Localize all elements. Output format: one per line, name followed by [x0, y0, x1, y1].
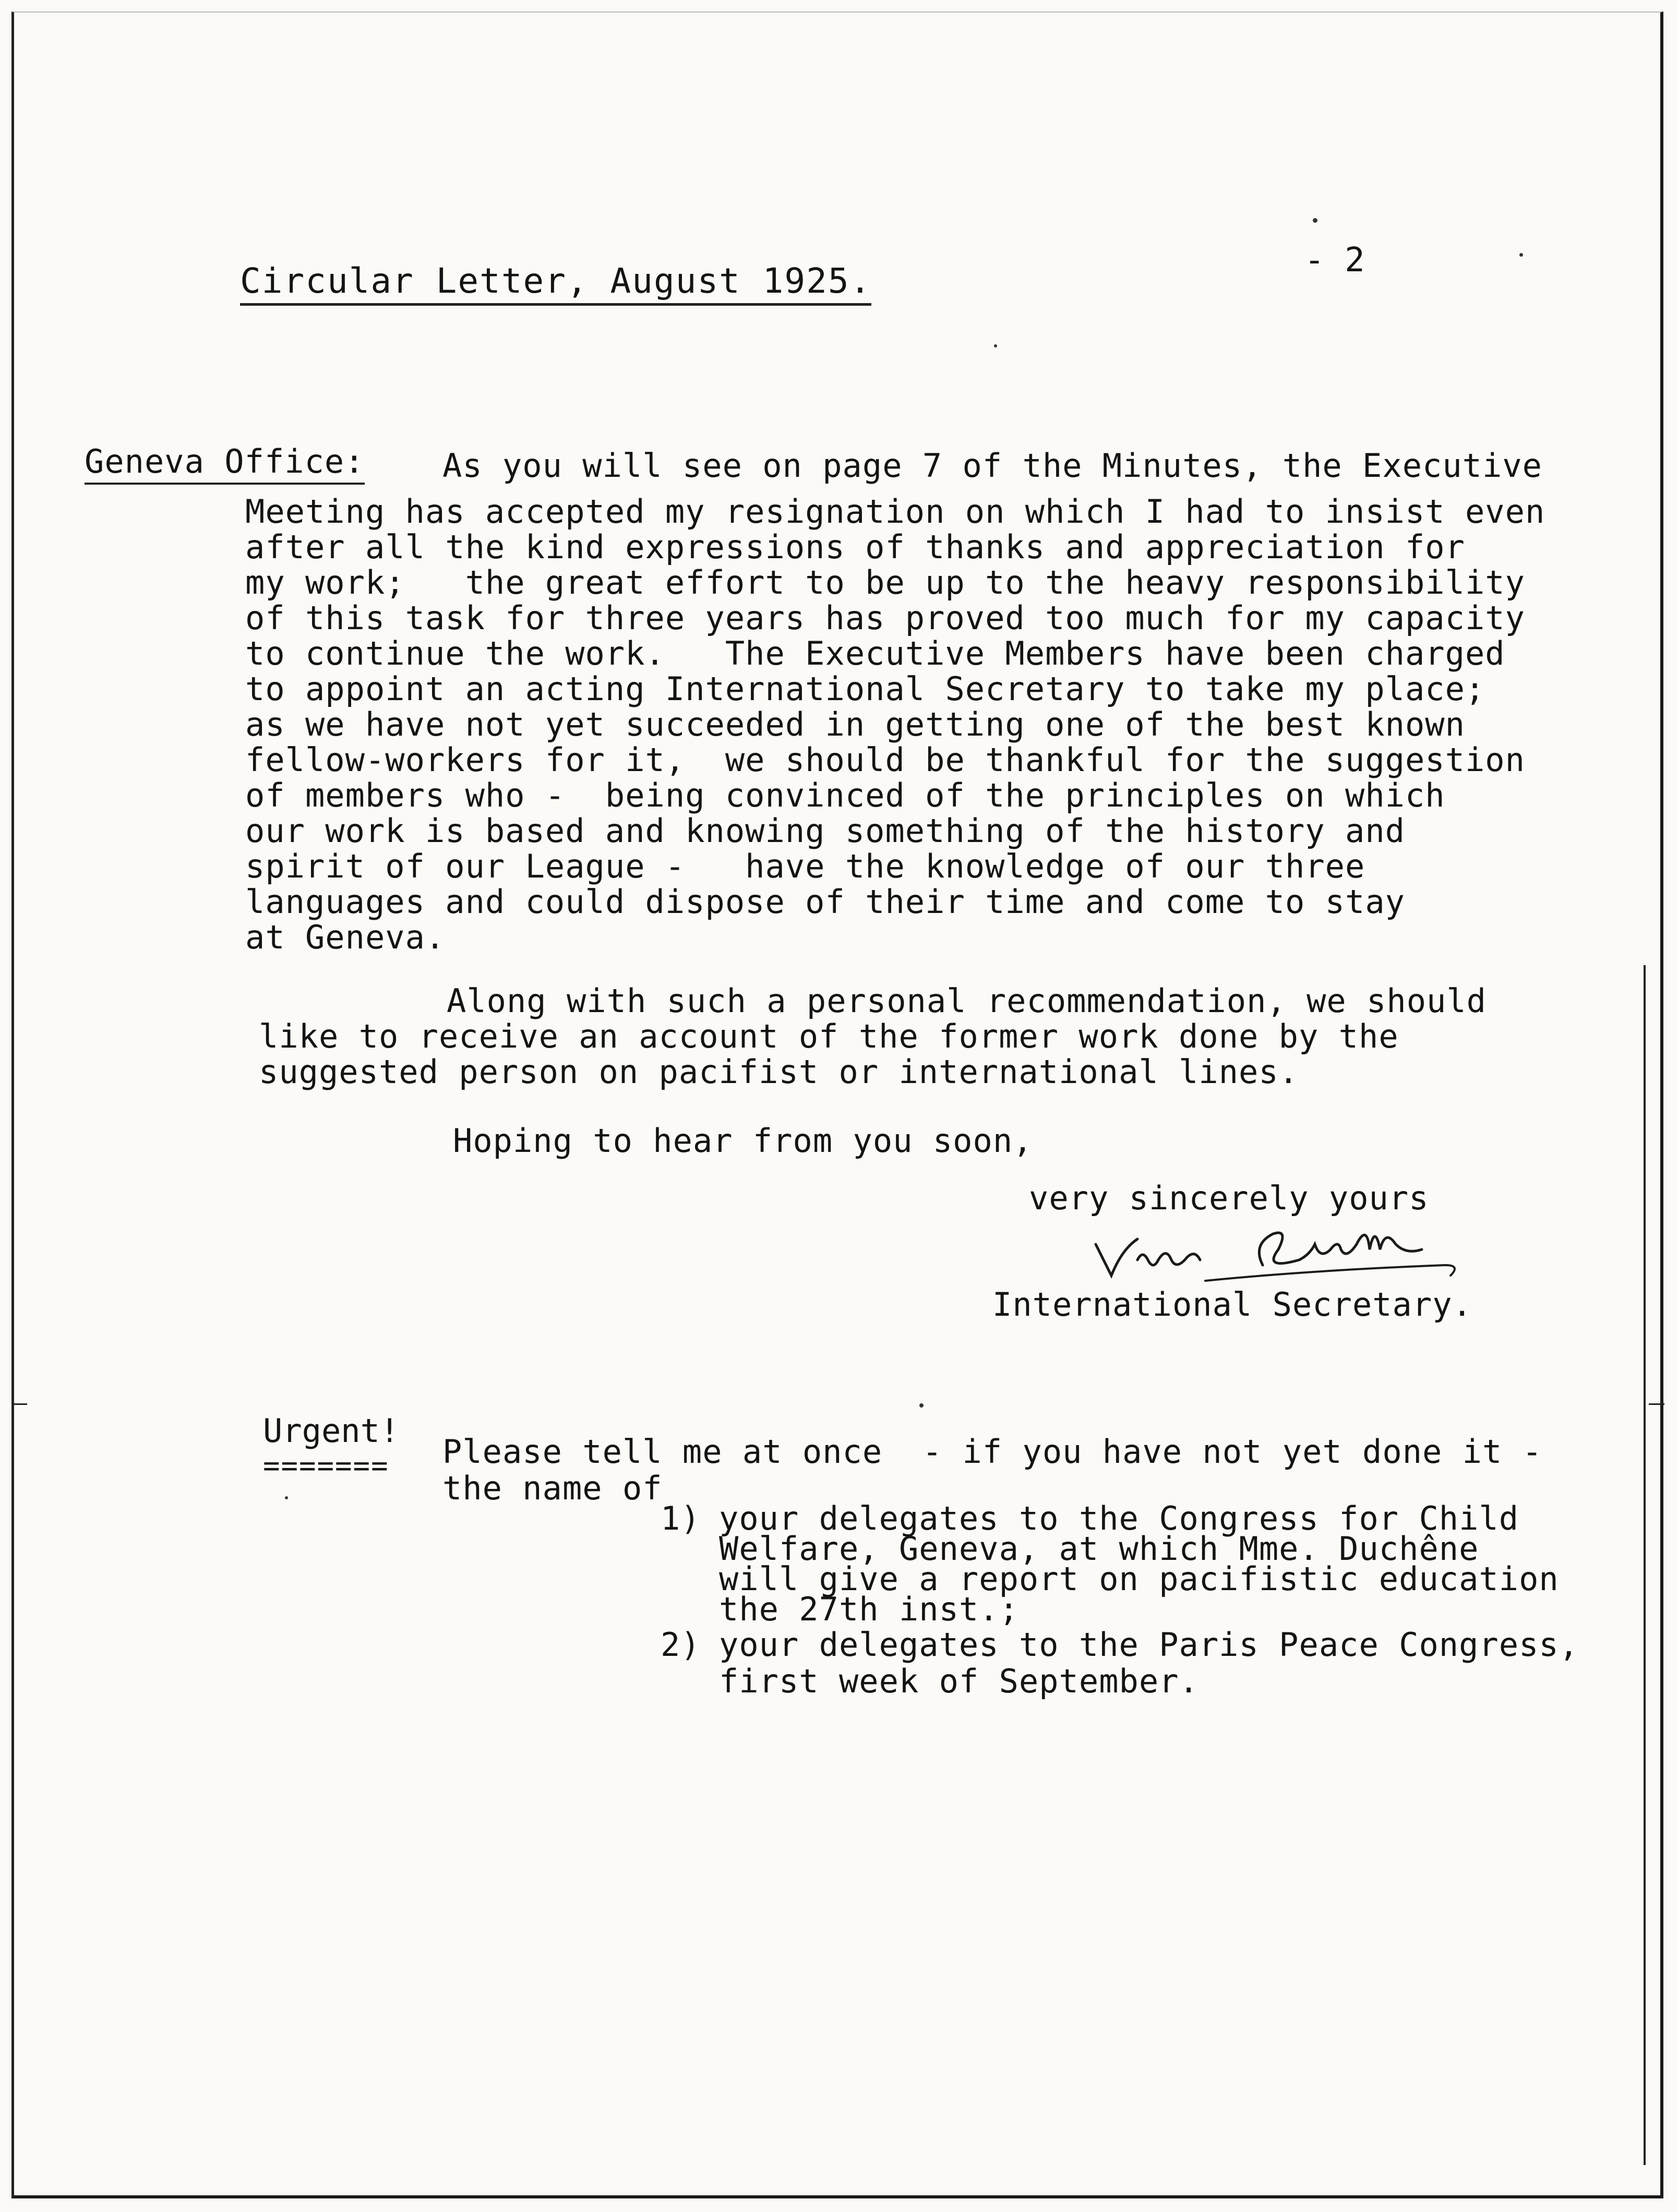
paragraph-line: spirit of our League - have the knowledge of our three [245, 847, 1365, 885]
speck [994, 344, 997, 347]
list-item-line: Welfare, Geneva, at which Mme. Duchêne [719, 1530, 1479, 1568]
paragraph-line: like to receive an account of the former work done by the [259, 1017, 1399, 1055]
signatory-title: International Secretary. [992, 1285, 1472, 1324]
paragraph-line: our work is based and knowing something of the history and [245, 812, 1405, 850]
paragraph-line: languages and could dispose of their time and come to stay [245, 883, 1405, 921]
paragraph-line: to appoint an acting International Secretary to take my place; [245, 670, 1485, 708]
paragraph-line: my work; the great effort to be up to the heavy responsibility [245, 563, 1525, 602]
list-item-number: 2) [661, 1626, 701, 1664]
paragraph-line: Meeting has accepted my resignation on which I had to insist even [245, 492, 1545, 531]
list-item-line: the 27th inst.; [719, 1590, 1019, 1628]
paragraph-line: As you will see on page 7 of the Minutes, the Executive [442, 447, 1542, 485]
page-border [11, 11, 1663, 2198]
paragraph-line: of this task for three years has proved too much for my capacity [245, 599, 1525, 637]
paragraph-line: after all the kind expressions of thanks and appreciation for [245, 528, 1465, 566]
list-item-line: your delegates to the Paris Peace Congress, [719, 1626, 1579, 1664]
urgent-underline: ======= [263, 1449, 389, 1482]
list-item-line: will give a report on pacifistic education [719, 1560, 1559, 1598]
paragraph-line: of members who - being convinced of the principles on which [245, 776, 1445, 814]
valediction: very sincerely yours [1029, 1179, 1429, 1217]
list-item-line: first week of September. [719, 1662, 1199, 1700]
paragraph-line: Along with such a personal recommendation, we should [447, 982, 1487, 1020]
signature [1075, 1223, 1461, 1286]
paragraph-line: at Geneva. [245, 918, 446, 956]
paragraph-line: fellow-workers for it, we should be thankful for the suggestion [245, 741, 1525, 779]
paragraph-line: suggested person on pacifist or international lines. [259, 1053, 1299, 1091]
edge-mark [1644, 965, 1646, 2165]
letter-title: Circular Letter, August 1925. [240, 261, 871, 306]
speck [285, 1496, 288, 1499]
urgent-intro-line: the name of [442, 1469, 663, 1507]
edge-mark [11, 1403, 27, 1405]
signature-handwriting [1075, 1223, 1461, 1286]
section-heading-geneva-office: Geneva Office: [85, 442, 365, 485]
closing-line: Hoping to hear from you soon, [453, 1122, 1033, 1160]
speck [1519, 253, 1523, 257]
paragraph-line: to continue the work. The Executive Members have been charged [245, 634, 1505, 672]
list-item-line: your delegates to the Congress for Child [719, 1499, 1519, 1537]
speck [1313, 218, 1317, 223]
paragraph-line: as we have not yet succeeded in getting one of the best known [245, 705, 1465, 743]
page-number: - 2 [1304, 241, 1365, 280]
urgent-intro-line: Please tell me at once - if you have not yet done it - [442, 1433, 1542, 1471]
edge-mark [1649, 1403, 1664, 1405]
urgent-label: Urgent! [263, 1412, 400, 1450]
list-item-number: 1) [661, 1499, 701, 1537]
speck [919, 1403, 924, 1408]
